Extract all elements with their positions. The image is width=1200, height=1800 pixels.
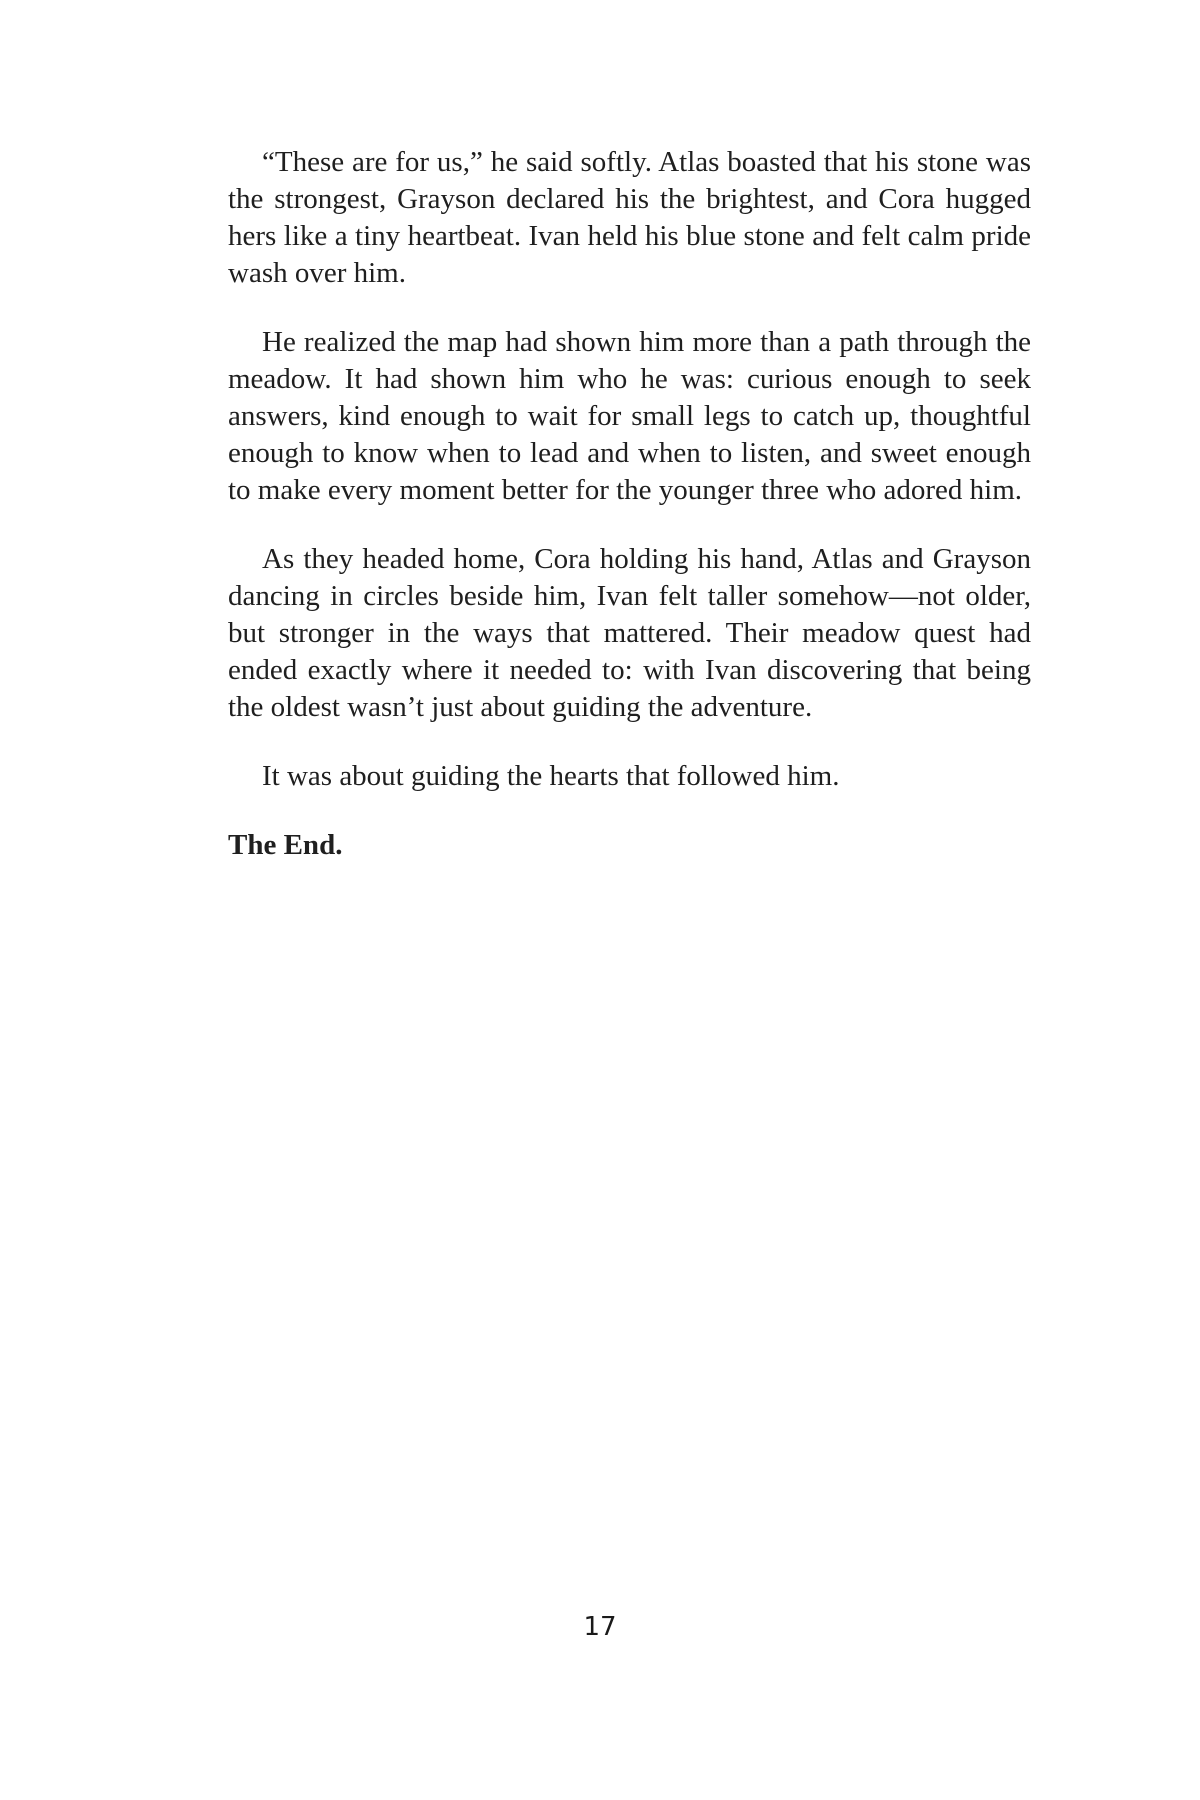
paragraph-1: “These are for us,” he said softly. Atlas boasted that his stone was the strongest, Grayson declared his the brightest, and Cora hugged hers like a tiny heartbeat. Ivan held his blue stone and felt calm pride wash over him. (228, 146, 1031, 289)
paragraph-4: It was about guiding the hearts that followed him. (262, 760, 840, 792)
body-text (228, 144, 1031, 864)
page-number: 17 (583, 1612, 617, 1642)
paragraph-2: He realized the map had shown him more than a path through the meadow. It had shown him who he was: curious enough to seek answers, kind enough to wait for small legs to catch up, thoughtful enough to know when to lead and when to listen, and sweet enough to make every moment better for the younger three who adored him. (228, 326, 1031, 506)
closing-line: The End. (228, 829, 343, 861)
paragraph-3: As they headed home, Cora holding his hand, Atlas and Grayson dancing in circles beside him, Ivan felt taller somehow—not older, but stronger in the ways that mattered. Their meadow quest had ended exactly where it needed to: with Ivan discovering that being the oldest wasn’t just about guiding the adventure. (228, 543, 1031, 723)
